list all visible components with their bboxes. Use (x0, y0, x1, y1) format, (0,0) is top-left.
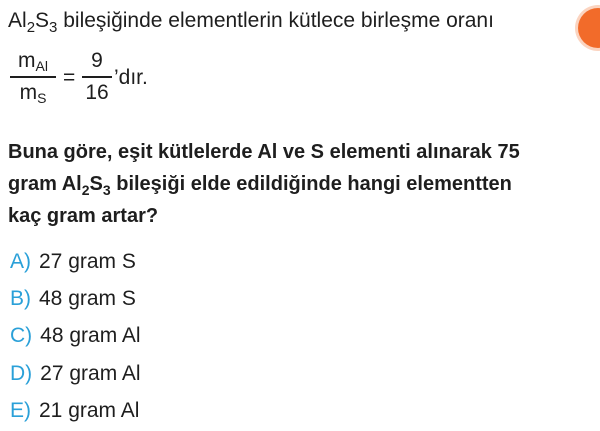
option-e-text: 21 gram Al (39, 399, 140, 422)
option-c-text: 48 gram Al (40, 324, 141, 347)
question-text (8, 136, 600, 232)
value-fraction-denominator: 16 (85, 81, 109, 104)
option-a-letter: A) (10, 250, 31, 273)
equals-sign: = (63, 66, 76, 89)
option-d[interactable] (10, 360, 141, 388)
option-a[interactable] (10, 248, 136, 276)
mass-fraction-numerator (10, 48, 56, 74)
option-b-letter: B) (10, 287, 31, 310)
option-c[interactable] (10, 322, 141, 350)
question-subscript-3: 3 (102, 182, 111, 198)
option-d-letter: D) (10, 362, 33, 385)
denominator-subscript: S (37, 90, 47, 106)
numerator-symbol: m (18, 49, 36, 72)
fraction-bar (10, 76, 56, 78)
option-e[interactable] (10, 397, 139, 425)
formula-subscript-2: 2 (26, 19, 36, 36)
intro-text: bileşiğinde elementlerin kütlece birleşme oranı (57, 9, 494, 32)
option-a-text: 27 gram S (39, 250, 136, 273)
option-c-letter: C) (10, 324, 33, 347)
question-line-3: kaç gram artar? (8, 205, 159, 227)
mass-fraction-denominator (10, 80, 56, 106)
ratio-suffix: ’dır. (114, 66, 148, 89)
fraction-bar (82, 76, 112, 78)
intro-line (8, 8, 494, 34)
formula-element-al: Al (8, 9, 27, 32)
question-element-s: S (89, 173, 103, 195)
question-line-2 (8, 168, 600, 200)
question-line-2-end: bileşiği elde edildiğinde hangi elementten (110, 173, 512, 195)
mass-fraction (10, 48, 56, 106)
option-b-text: 48 gram S (39, 287, 136, 310)
value-fraction (82, 48, 112, 106)
option-d-text: 27 gram Al (40, 362, 141, 385)
question-line-2-start: gram Al (8, 173, 82, 195)
formula-subscript-3: 3 (49, 19, 58, 36)
value-fraction-numerator: 9 (91, 49, 103, 72)
numerator-subscript: Al (35, 58, 48, 74)
option-b[interactable] (10, 285, 136, 313)
question-subscript-2: 2 (81, 182, 90, 198)
option-e-letter: E) (10, 399, 31, 422)
question-line-1: Buna göre, eşit kütlelerde Al ve S elementi alınarak 75 (8, 141, 520, 163)
formula-element-s: S (35, 9, 50, 32)
corner-badge (578, 8, 600, 48)
denominator-symbol: m (19, 81, 38, 104)
